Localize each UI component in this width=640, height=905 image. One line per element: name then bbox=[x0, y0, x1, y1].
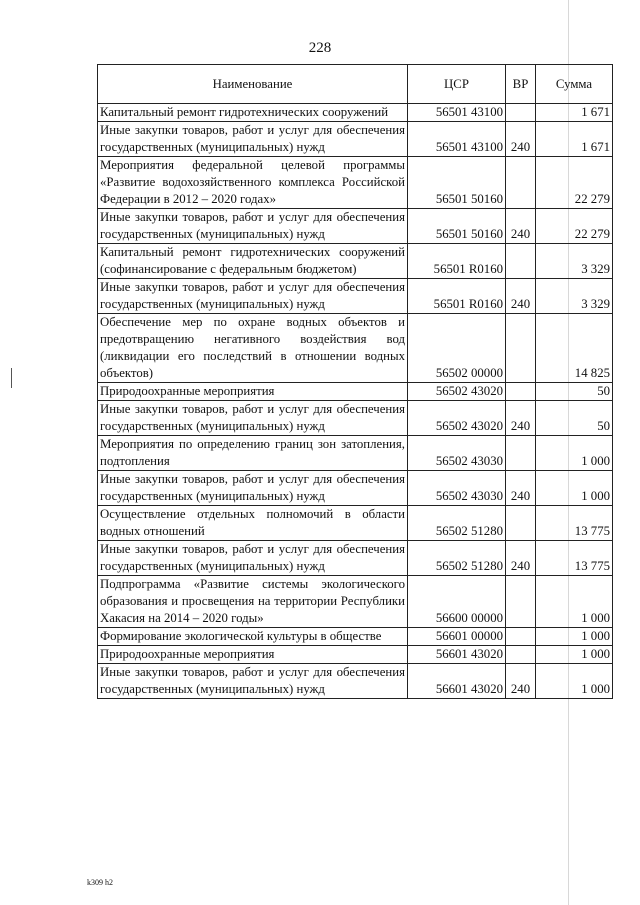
cell-sum: 3 329 bbox=[536, 279, 613, 314]
cell-csr: 56601 00000 bbox=[408, 628, 506, 646]
table-header-row bbox=[98, 65, 613, 104]
cell-vr bbox=[506, 314, 536, 383]
cell-vr bbox=[506, 436, 536, 471]
table-row bbox=[98, 506, 613, 541]
cell-name: Иные закупки товаров, работ и услуг для обеспечения государственных (муниципальных) нужд bbox=[98, 401, 408, 436]
cell-name: Подпрограмма «Развитие системы экологического образования и просвещения на территории Республики Хакасия на 2014 – 2020 годы» bbox=[98, 576, 408, 628]
cell-name: Иные закупки товаров, работ и услуг для обеспечения государственных (муниципальных) нужд bbox=[98, 471, 408, 506]
cell-csr: 56501 R0160 bbox=[408, 279, 506, 314]
cell-vr bbox=[506, 157, 536, 209]
cell-csr: 56600 00000 bbox=[408, 576, 506, 628]
table-row bbox=[98, 436, 613, 471]
cell-vr: 240 bbox=[506, 122, 536, 157]
cell-name: Природоохранные мероприятия bbox=[98, 383, 408, 401]
cell-sum: 1 000 bbox=[536, 471, 613, 506]
cell-sum: 13 775 bbox=[536, 506, 613, 541]
cell-name: Мероприятия по определению границ зон затопления, подтопления bbox=[98, 436, 408, 471]
cell-sum: 22 279 bbox=[536, 157, 613, 209]
cell-vr: 240 bbox=[506, 541, 536, 576]
cell-vr bbox=[506, 506, 536, 541]
table-row bbox=[98, 646, 613, 664]
cell-name: Иные закупки товаров, работ и услуг для обеспечения государственных (муниципальных) нужд bbox=[98, 541, 408, 576]
cell-name: Капитальный ремонт гидротехнических сооружений (софинансирование с федеральным бюджетом) bbox=[98, 244, 408, 279]
cell-csr: 56501 50160 bbox=[408, 209, 506, 244]
cell-sum: 1 000 bbox=[536, 576, 613, 628]
cell-sum: 1 671 bbox=[536, 122, 613, 157]
cell-name: Осуществление отдельных полномочий в области водных отношений bbox=[98, 506, 408, 541]
cell-csr: 56501 43100 bbox=[408, 122, 506, 157]
cell-vr: 240 bbox=[506, 401, 536, 436]
table-row bbox=[98, 122, 613, 157]
footer-code: k309 h2 bbox=[87, 878, 113, 887]
cell-name: Природоохранные мероприятия bbox=[98, 646, 408, 664]
cell-sum: 22 279 bbox=[536, 209, 613, 244]
cell-sum: 50 bbox=[536, 401, 613, 436]
cell-sum: 1 000 bbox=[536, 664, 613, 699]
table-row bbox=[98, 401, 613, 436]
table-row bbox=[98, 104, 613, 122]
cell-csr: 56502 43020 bbox=[408, 401, 506, 436]
cell-vr bbox=[506, 383, 536, 401]
cell-vr: 240 bbox=[506, 209, 536, 244]
cell-vr: 240 bbox=[506, 664, 536, 699]
cell-name: Иные закупки товаров, работ и услуг для обеспечения государственных (муниципальных) нужд bbox=[98, 209, 408, 244]
cell-sum: 1 671 bbox=[536, 104, 613, 122]
header-csr: ЦСР bbox=[408, 65, 506, 104]
table-body bbox=[98, 104, 613, 699]
cell-sum: 1 000 bbox=[536, 628, 613, 646]
cell-vr: 240 bbox=[506, 471, 536, 506]
cell-sum: 1 000 bbox=[536, 436, 613, 471]
cell-csr: 56502 43030 bbox=[408, 471, 506, 506]
cell-sum: 1 000 bbox=[536, 646, 613, 664]
table-row bbox=[98, 244, 613, 279]
table-row bbox=[98, 628, 613, 646]
cell-vr bbox=[506, 576, 536, 628]
cell-name: Обеспечение мер по охране водных объектов и предотвращению негативного воздействия вод (ликвидации его последствий в отношении водных объектов) bbox=[98, 314, 408, 383]
table-row bbox=[98, 576, 613, 628]
cell-vr: 240 bbox=[506, 279, 536, 314]
cell-csr: 56502 43020 bbox=[408, 383, 506, 401]
cell-csr: 56501 43100 bbox=[408, 104, 506, 122]
cell-vr bbox=[506, 244, 536, 279]
header-name: Наименование bbox=[98, 65, 408, 104]
cell-sum: 14 825 bbox=[536, 314, 613, 383]
cell-vr bbox=[506, 104, 536, 122]
budget-table bbox=[97, 64, 613, 699]
table-row bbox=[98, 541, 613, 576]
cell-csr: 56601 43020 bbox=[408, 664, 506, 699]
cell-csr: 56502 43030 bbox=[408, 436, 506, 471]
table-row bbox=[98, 279, 613, 314]
cell-name: Мероприятия федеральной целевой программы «Развитие водохозяйственного комплекса Российской Федерации в 2012 – 2020 годах» bbox=[98, 157, 408, 209]
cell-sum: 13 775 bbox=[536, 541, 613, 576]
cell-sum: 50 bbox=[536, 383, 613, 401]
cell-sum: 3 329 bbox=[536, 244, 613, 279]
cell-name: Капитальный ремонт гидротехнических сооружений bbox=[98, 104, 408, 122]
cell-csr: 56501 50160 bbox=[408, 157, 506, 209]
cell-name: Иные закупки товаров, работ и услуг для обеспечения государственных (муниципальных) нужд bbox=[98, 122, 408, 157]
cell-csr: 56502 51280 bbox=[408, 541, 506, 576]
cell-csr: 56601 43020 bbox=[408, 646, 506, 664]
cell-name: Формирование экологической культуры в обществе bbox=[98, 628, 408, 646]
page-number: 228 bbox=[308, 40, 332, 56]
table-row bbox=[98, 157, 613, 209]
cell-name: Иные закупки товаров, работ и услуг для обеспечения государственных (муниципальных) нужд bbox=[98, 279, 408, 314]
table-row bbox=[98, 471, 613, 506]
table-row bbox=[98, 209, 613, 244]
cell-name: Иные закупки товаров, работ и услуг для обеспечения государственных (муниципальных) нужд bbox=[98, 664, 408, 699]
table-row bbox=[98, 383, 613, 401]
cell-vr bbox=[506, 646, 536, 664]
table-row bbox=[98, 314, 613, 383]
cell-csr: 56502 00000 bbox=[408, 314, 506, 383]
cell-csr: 56502 51280 bbox=[408, 506, 506, 541]
cell-csr: 56501 R0160 bbox=[408, 244, 506, 279]
table-row bbox=[98, 664, 613, 699]
header-vr: ВР bbox=[506, 65, 536, 104]
header-sum: Сумма bbox=[536, 65, 613, 104]
scan-edge-mark bbox=[11, 368, 12, 388]
cell-vr bbox=[506, 628, 536, 646]
